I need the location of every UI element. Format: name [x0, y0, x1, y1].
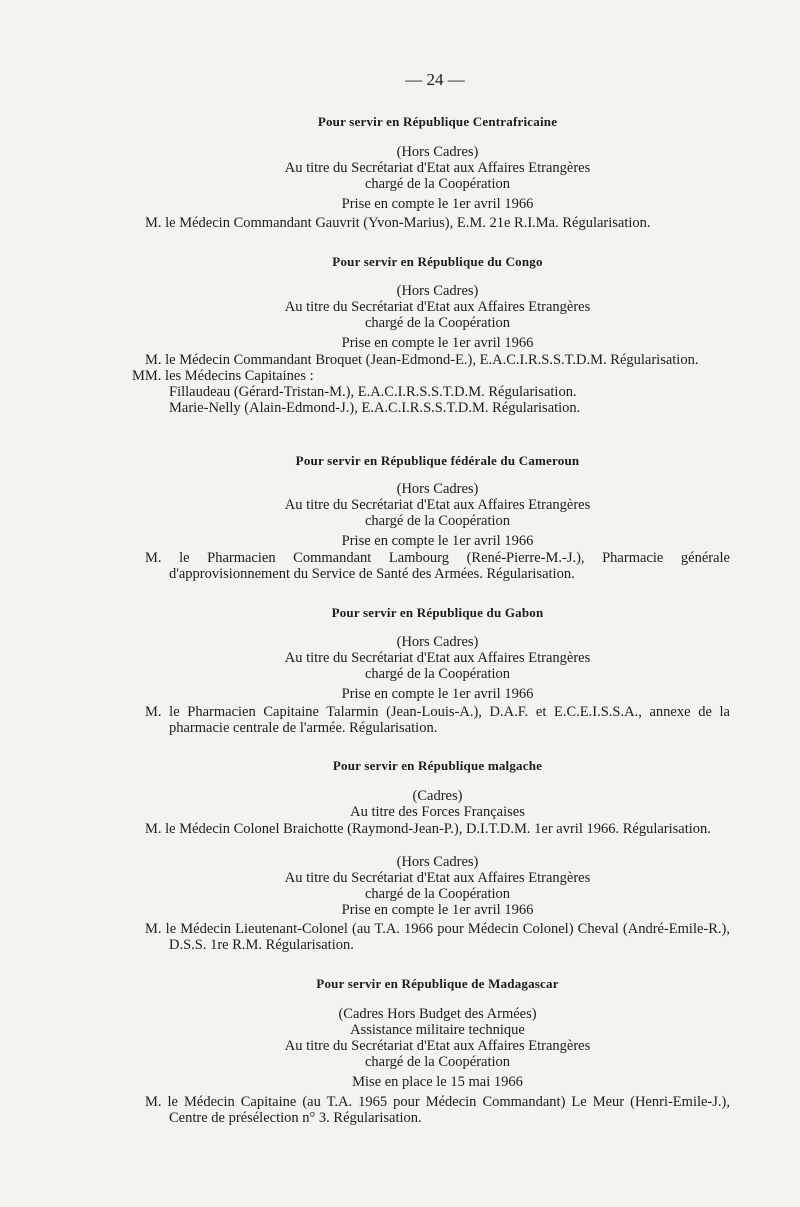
entries-malgache-a [145, 821, 730, 837]
section-lines-malgache-b [145, 854, 730, 918]
entries-malgache-b [145, 921, 730, 953]
text-line: (Hors Cadres) [396, 634, 479, 650]
section-lines-madagascar [145, 1006, 730, 1090]
entry-cheval: M. le Médecin Lieutenant-Colonel (au T.A. 1966 pour Médecin Colonel) Cheval (André-Emile-R.), D.S.S. 1re R.M. Régularisation. [145, 921, 730, 953]
text-line: chargé de la Coopération [364, 513, 511, 529]
text-line: Assistance militaire technique [350, 1022, 525, 1038]
text-line: (Hors Cadres) [396, 144, 479, 160]
text-line: Au titre du Secrétariat d'Etat aux Affaires Etrangères [284, 497, 591, 513]
text-line: chargé de la Coopération [364, 886, 511, 902]
text-line: chargé de la Coopération [364, 1054, 511, 1070]
page-number: — 24 — [405, 70, 465, 89]
section-heading-malgache: Pour servir en République malgache [332, 758, 543, 773]
text-line: chargé de la Coopération [364, 666, 511, 682]
text-line: Au titre du Secrétariat d'Etat aux Affaires Etrangères [284, 160, 591, 176]
text-line: (Hors Cadres) [396, 854, 479, 870]
text-line: (Cadres) [412, 788, 463, 804]
section-lines-malgache-a [145, 788, 730, 820]
section-heading-cameroun: Pour servir en République fédérale du Cameroun [295, 453, 580, 468]
entry-braichotte: M. le Médecin Colonel Braichotte (Raymond-Jean-P.), D.I.T.D.M. 1er avril 1966. Régularisation. [145, 821, 711, 837]
text-line: Prise en compte le 1er avril 1966 [341, 533, 534, 549]
text-line: Mise en place le 15 mai 1966 [352, 1074, 523, 1090]
entry-le-meur: M. le Médecin Capitaine (au T.A. 1965 pour Médecin Commandant) Le Meur (Henri-Emile-J.), Centre de présélection n° 3. Régularisation. [145, 1094, 730, 1126]
text-line: chargé de la Coopération [364, 176, 511, 192]
entry-capitaines-head: MM. les Médecins Capitaines : [132, 368, 314, 384]
entries-madagascar [145, 1094, 730, 1126]
entries-congo [132, 352, 730, 416]
text-line: Au titre des Forces Françaises [350, 804, 525, 820]
entries-cameroun [145, 550, 730, 582]
entry-gauvrit: M. le Médecin Commandant Gauvrit (Yvon-Marius), E.M. 21e R.I.Ma. Régularisation. [145, 215, 651, 231]
text-line: (Cadres Hors Budget des Armées) [338, 1006, 537, 1022]
text-line: (Hors Cadres) [396, 481, 479, 497]
entry-marie-nelly: Marie-Nelly (Alain-Edmond-J.), E.A.C.I.R.S.S.T.D.M. Régularisation. [169, 400, 581, 416]
section-lines-cameroun [145, 481, 730, 549]
entry-lambourg: M. le Pharmacien Commandant Lambourg (René-Pierre-M.-J.), Pharmacie générale d'approvisionnement du Service de Santé des Armées. Régularisation. [145, 550, 730, 582]
section-heading-congo: Pour servir en République du Congo [332, 254, 543, 269]
entry-broquet: M. le Médecin Commandant Broquet (Jean-Edmond-E.), E.A.C.I.R.S.S.T.D.M. Régularisation. [145, 352, 699, 368]
section-lines-centrafricaine [145, 144, 730, 212]
text-line: Au titre du Secrétariat d'Etat aux Affaires Etrangères [284, 870, 591, 886]
text-line: Prise en compte le 1er avril 1966 [341, 686, 534, 702]
section-heading-gabon: Pour servir en République du Gabon [331, 605, 544, 620]
entries-gabon [145, 704, 730, 736]
text-line: Prise en compte le 1er avril 1966 [341, 335, 534, 351]
text-line: Au titre du Secrétariat d'Etat aux Affaires Etrangères [284, 1038, 591, 1054]
text-line: Prise en compte le 1er avril 1966 [341, 902, 534, 918]
section-lines-congo [145, 283, 730, 351]
text-line: Au titre du Secrétariat d'Etat aux Affaires Etrangères [284, 650, 591, 666]
entry-talarmin: M. le Pharmacien Capitaine Talarmin (Jean-Louis-A.), D.A.F. et E.C.E.I.S.S.A., annexe de la pharmacie centrale de l'armée. Régularisation. [145, 704, 730, 736]
section-heading-centrafricaine: Pour servir en République Centrafricaine [317, 114, 558, 129]
text-line: (Hors Cadres) [396, 283, 479, 299]
entry-fillaudeau: Fillaudeau (Gérard-Tristan-M.), E.A.C.I.R.S.S.T.D.M. Régularisation. [169, 384, 577, 400]
text-line: Au titre du Secrétariat d'Etat aux Affaires Etrangères [284, 299, 591, 315]
text-line: Prise en compte le 1er avril 1966 [341, 196, 534, 212]
text-line: chargé de la Coopération [364, 315, 511, 331]
section-heading-madagascar: Pour servir en République de Madagascar [316, 976, 559, 991]
section-lines-gabon [145, 634, 730, 702]
